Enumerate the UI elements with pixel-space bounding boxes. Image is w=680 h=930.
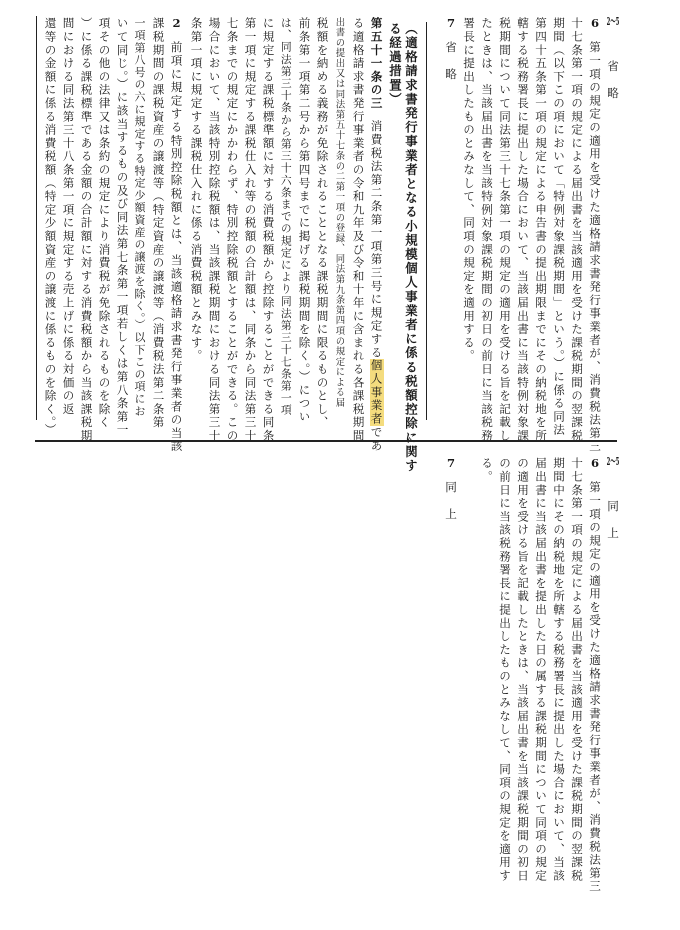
article-line-9: 条第一項に規定する課税仕入れに係る消費税額とみなす。 [189,17,204,363]
article-heading-line-0: （適格請求書発行事業者となる小規模個人事業者に係る税額控除に関す [403,22,419,474]
para2-line-1: 課税期間の課税資産の譲渡等（特定資産の譲渡等（消費税法第二条第 [151,17,166,430]
article-title: 第五十一条の三 [369,17,384,111]
upper-item6-line-5: 税期間について同法第三十七条第一項の規定の適用を受ける旨を記載し [498,17,512,443]
upper-item6-line-0: 第一項の規定の適用を受けた適格請求書発行事業者が、消費税法第三 [588,41,602,454]
highlighted-term: 個人事業者 [369,359,384,426]
article-line-5: に規定する課税標準額に対する消費税額から控除することができる同条 [261,17,276,443]
para2-line-3: いて同じ。）に該当するもの及び同法第七条第一項若しくは第八条第一 [115,17,130,437]
upper-sec25-note: 省 略 [606,60,620,100]
article-line-6: 第一項に規定する課税仕入れ等の税額の合計額は、同条から同法第三十 [243,17,258,443]
lower-sec25-label: 2〜5 [606,455,620,467]
left-side-rule [36,16,37,420]
upper-item7-note: 省 略 [444,41,458,81]
upper-item6-line-6: たときは、当該届出書を当該特例対象課税期間の初日の前日に当該税務 [480,17,494,443]
para2-line-5: ）に係る課税標準である金額の合計額に対する消費税額から当該課税期 [79,17,94,443]
lower-item6-num: 6 [588,456,602,472]
article-line-3: 前条第一項第二号から第四号までに掲げる課税期間を除く。）につい [297,17,312,424]
lower-item6-line-0: 第一項の規定の適用を受けた適格請求書発行事業者が、消費税法第三 [588,481,602,894]
article-line-0: る適格請求書発行事業者の令和九年及び令和十年に含まれる各課税期間 [351,17,366,443]
para2-line-0: 前項に規定する特別控除税額とは、当該適格請求書発行事業者の当該 [169,41,184,454]
lower-item7-num: 7 [444,456,458,472]
lower-item6-line-3: 届出書に当該届出書を提出した日の属する課税期間について同項の規定 [534,457,548,883]
upper-sec25-label: 2〜5 [606,15,620,27]
upper-item6-line-1: 十七条第一項の規定による届出書を当該適用を受けた課税期間の翌課税 [570,17,584,443]
article-line-1: 出書の提出又は同法第五十七条の二第一項の登録、同法第九条第四項の規定による届 [333,17,345,409]
lower-item7-note: 同 上 [444,481,458,521]
upper-item6-line-7: 署長に提出したものとみなして、同項の規定を適用する。 [462,17,476,363]
section-divider [35,440,617,442]
lower-item6-line-5: の前日に当該税務署長に提出したものとみなして、同項の規定を適用す [498,457,512,883]
article-heading-line-1: る経過措置） [387,22,403,107]
lower-item6-line-6: る。 [480,457,494,484]
article-line-7: 七条までの規定にかかわらず、特別控除税額とすることができる。この [225,17,240,443]
lower-sec25-note: 同 上 [606,500,620,540]
article-first-line: 消費税法第二条第一項第三号に規定する個人事業者であ [369,120,384,453]
upper-item6-num: 6 [588,16,602,32]
heading-side-rule [426,22,427,420]
upper-item6-line-2: 期間（以下この項において「特例対象課税期間」という。）に係る同法 [552,17,566,437]
lower-item6-line-2: 期間中にその納税地を所轄する税務署長に提出した場合において、当該 [552,457,566,883]
lower-item6-line-4: の適用を受ける旨を記載したときは、当該届出書を当該課税期間の初日 [516,457,530,883]
para2-line-7: 還等の金額に係る消費税額（特定少額資産の譲渡に係るものを除く。） [43,17,58,437]
para2-line-6: 間における同法第三十八条第一項に規定する売上げに係る対価の返 [61,17,76,416]
para2-line-4: 項その他の法律又は条約の規定により消費税が免除されるものを除く [97,17,112,430]
article-line-8: 場合において、当該特別控除税額は、当該課税期間における同法第三十 [207,17,222,443]
article-line-2: 税額を納める義務が免除されることとなる課税期間に限るものとし、 [315,17,330,430]
upper-item6-line-4: 轄する税務署長に提出した場合において、当該届出書に当該特例対象課 [516,17,530,443]
para2-num: 2 [169,16,184,32]
para2-line-2: 一項第八号の六に規定する特定少額資産の譲渡を除く。）以下この項にお [133,17,146,418]
upper-item7-num: 7 [444,16,458,32]
upper-item6-line-3: 第四十五条第一項の規定による申告書の提出期限までにその納税地を所 [534,17,548,443]
article-line-4: は、同法第三十条から第三十六条までの規定により同法第三十七条第一項 [279,17,293,417]
lower-item6-line-1: 十七条第一項の規定による届出書を当該適用を受けた課税期間の翌課税 [570,457,584,883]
